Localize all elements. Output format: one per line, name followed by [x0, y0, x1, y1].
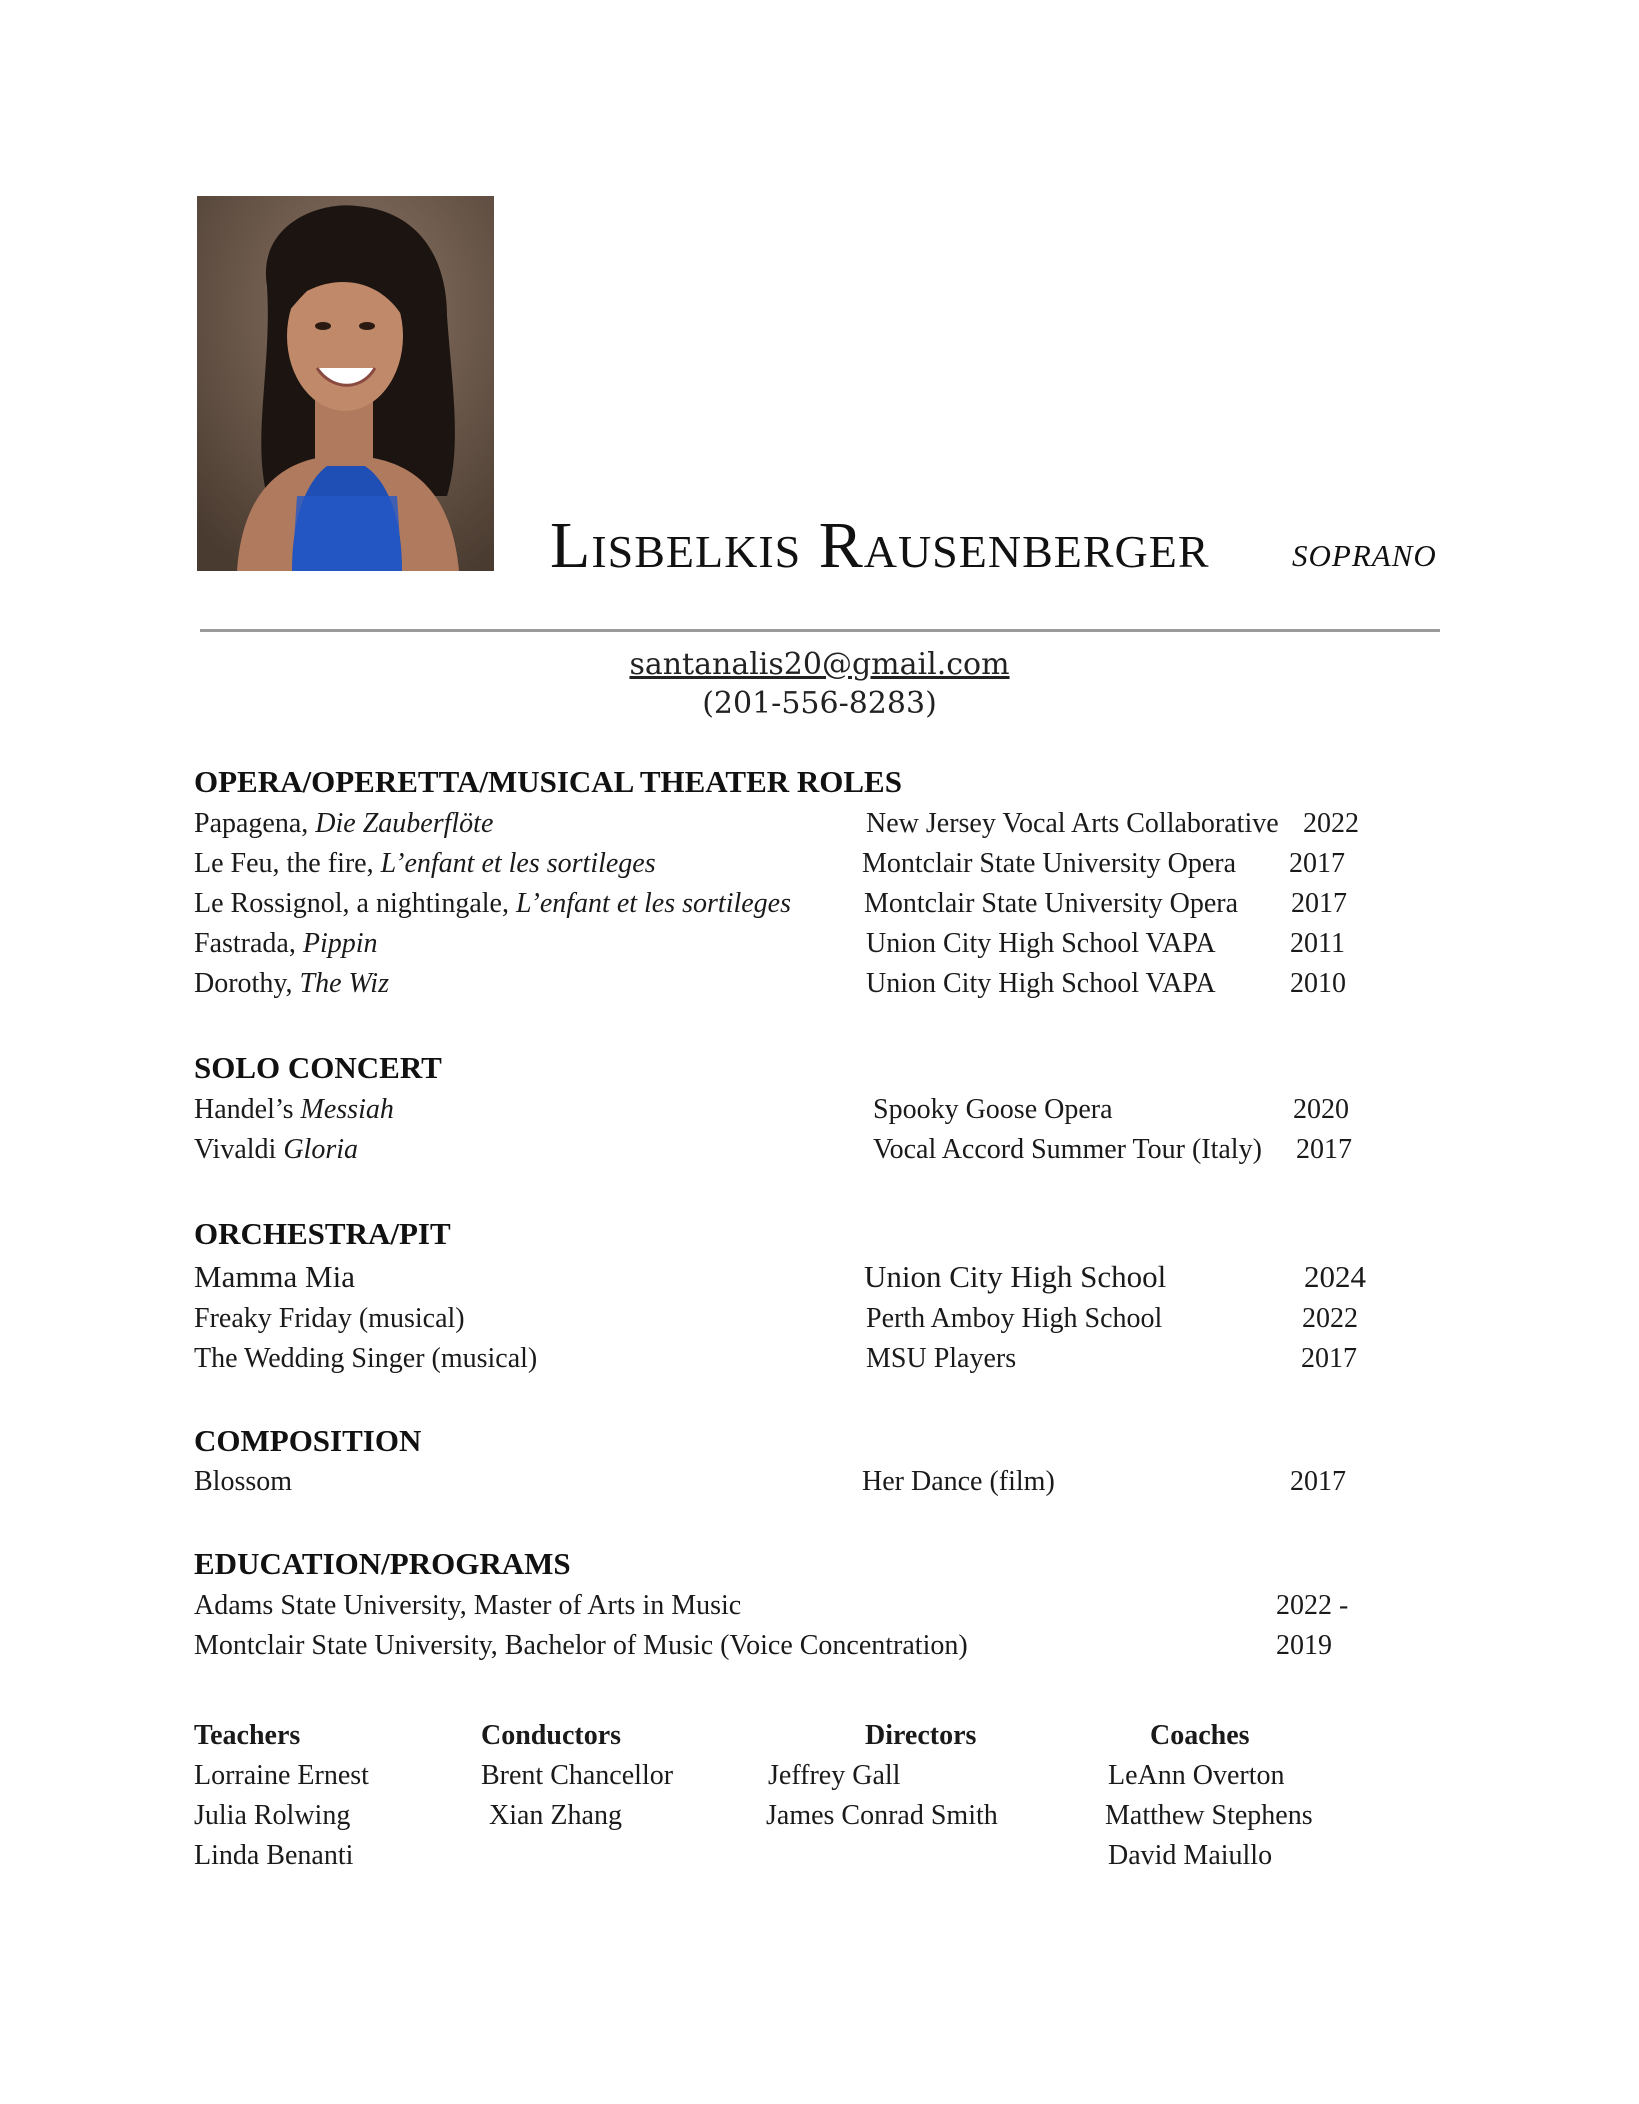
- year: 2017: [1296, 1134, 1352, 1165]
- role: Le Feu, the fire,: [194, 848, 381, 879]
- company: Perth Amboy High School: [866, 1303, 1163, 1334]
- work-title: The Wiz: [299, 968, 389, 999]
- orchestra-row: [194, 1259, 1454, 1299]
- company: New Jersey Vocal Arts Collaborative: [866, 808, 1279, 839]
- work-title: L’enfant et les sortileges: [515, 888, 792, 919]
- opera-row: [194, 808, 1454, 848]
- orchestra-row: [194, 1343, 1454, 1383]
- coach-name: LeAnn Overton: [1108, 1760, 1285, 1791]
- section-title-education: EDUCATION/PROGRAMS: [194, 1546, 571, 1581]
- year: 2017: [1290, 1466, 1346, 1497]
- work-title: Pippin: [302, 928, 378, 959]
- year: 2022 -: [1276, 1590, 1349, 1621]
- work-title: Die Zauberflöte: [315, 808, 494, 839]
- orchestra-row: [194, 1303, 1454, 1343]
- opera-row: [194, 968, 1454, 1008]
- education-row: [194, 1590, 1454, 1630]
- project: Her Dance (film): [862, 1466, 1055, 1497]
- performer-name: Lisbelkis Rausenberger: [550, 509, 1210, 582]
- work-title: Messiah: [300, 1094, 394, 1125]
- company: Montclair State University Opera: [864, 888, 1239, 919]
- production: Mamma Mia: [194, 1259, 355, 1294]
- section-title-orchestra: ORCHESTRA/PIT: [194, 1216, 451, 1251]
- conductors-heading: Conductors: [481, 1720, 622, 1751]
- coach-name: Matthew Stephens: [1105, 1800, 1313, 1831]
- company: Union City High School: [864, 1259, 1167, 1294]
- directors-heading: Directors: [865, 1720, 977, 1751]
- company: Montclair State University Opera: [862, 848, 1237, 879]
- company: Union City High School VAPA: [866, 968, 1216, 999]
- conductor-name: Brent Chancellor: [481, 1760, 674, 1791]
- coach-name: David Maiullo: [1108, 1840, 1273, 1871]
- year: 2022: [1303, 808, 1359, 839]
- year: 2010: [1290, 968, 1346, 999]
- role: Fastrada,: [194, 928, 303, 959]
- opera-row: [194, 928, 1454, 968]
- director-name: Jeffrey Gall: [768, 1760, 901, 1791]
- director-name: James Conrad Smith: [766, 1800, 998, 1831]
- year: 2017: [1301, 1343, 1357, 1374]
- teacher-name: Lorraine Ernest: [194, 1760, 369, 1791]
- company: Vocal Accord Summer Tour (Italy): [873, 1134, 1262, 1165]
- voice-type: SOPRANO: [1292, 538, 1437, 573]
- phone-number: (201-556-8283): [702, 686, 937, 721]
- year: 2022: [1302, 1303, 1358, 1334]
- education-row: [194, 1630, 1454, 1670]
- year: 2011: [1290, 928, 1345, 959]
- work-title: Gloria: [283, 1134, 358, 1165]
- company: Spooky Goose Opera: [873, 1094, 1113, 1125]
- program: Adams State University, Master of Arts in Music: [194, 1590, 742, 1621]
- solo-row: [194, 1094, 1454, 1134]
- year: 2019: [1276, 1630, 1332, 1661]
- company: Union City High School VAPA: [866, 928, 1216, 959]
- production: The Wedding Singer (musical): [194, 1343, 538, 1374]
- section-title-composition: COMPOSITION: [194, 1423, 422, 1458]
- composition-row: [194, 1466, 1454, 1506]
- year: 2017: [1289, 848, 1345, 879]
- opera-row: [194, 888, 1454, 928]
- coaches-heading: Coaches: [1150, 1720, 1250, 1751]
- section-title-solo: SOLO CONCERT: [194, 1050, 442, 1085]
- role: Papagena,: [194, 808, 316, 839]
- role: Vivaldi: [194, 1134, 284, 1165]
- year: 2017: [1291, 888, 1347, 919]
- email-link[interactable]: santanalis20@gmail.com: [629, 647, 1010, 682]
- solo-row: [194, 1134, 1454, 1174]
- teacher-name: Julia Rolwing: [194, 1800, 351, 1831]
- headshot-photo: [197, 196, 494, 571]
- header-divider: [200, 629, 1440, 632]
- production: Freaky Friday (musical): [194, 1303, 465, 1334]
- company: MSU Players: [866, 1343, 1017, 1374]
- work-title: L’enfant et les sortileges: [380, 848, 656, 879]
- opera-row: [194, 848, 1454, 888]
- year: 2024: [1304, 1259, 1366, 1294]
- role: Le Rossignol, a nightingale,: [194, 888, 516, 919]
- teacher-name: Linda Benanti: [194, 1840, 354, 1871]
- composition-title: Blossom: [194, 1466, 293, 1497]
- section-title-opera: OPERA/OPERETTA/MUSICAL THEATER ROLES: [194, 764, 902, 799]
- program: Montclair State University, Bachelor of Music (Voice Concentration): [194, 1630, 968, 1661]
- role: Dorothy,: [194, 968, 300, 999]
- teachers-heading: Teachers: [194, 1720, 301, 1751]
- role: Handel’s: [194, 1094, 301, 1125]
- year: 2020: [1293, 1094, 1349, 1125]
- conductor-name: Xian Zhang: [489, 1800, 622, 1831]
